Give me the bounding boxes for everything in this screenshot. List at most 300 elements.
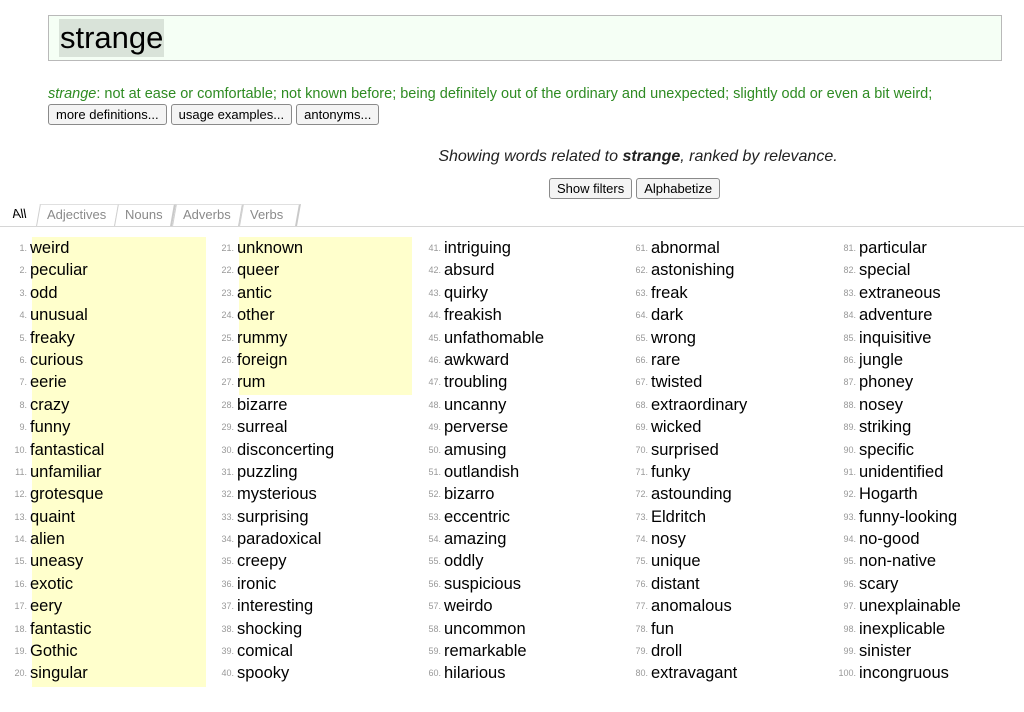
- list-item: [207, 371, 407, 393]
- related-word-link[interactable]: abnormal: [651, 239, 720, 257]
- related-word-link[interactable]: droll: [651, 642, 683, 661]
- list-item: [0, 282, 200, 304]
- word-rank: 62.: [635, 265, 648, 276]
- related-word-link[interactable]: absurd: [444, 261, 495, 280]
- related-word-link[interactable]: unusual: [30, 306, 88, 325]
- results-summary: [0, 148, 1024, 166]
- word-rank: 73.: [635, 511, 648, 522]
- related-word-link[interactable]: creepy: [237, 552, 287, 571]
- related-word-link[interactable]: alien: [30, 530, 65, 549]
- related-word-link[interactable]: nosey: [859, 395, 904, 414]
- related-word-link[interactable]: quaint: [30, 507, 75, 526]
- word-rank: 15.: [14, 556, 27, 567]
- antonyms-button[interactable]: antonyms...: [296, 104, 379, 125]
- list-item: [0, 371, 200, 393]
- related-word-link[interactable]: ironic: [237, 574, 277, 593]
- list-item: [207, 506, 407, 528]
- word-rank: 58.: [428, 623, 441, 634]
- list-item: [621, 483, 821, 505]
- related-word-link[interactable]: crazy: [30, 395, 70, 414]
- list-item: [829, 506, 1024, 528]
- word-rank: 37.: [221, 601, 234, 612]
- word-rank: 10.: [14, 444, 27, 455]
- list-item: [621, 595, 821, 617]
- word-rank: 53.: [428, 511, 441, 522]
- related-word-link[interactable]: puzzling: [237, 462, 298, 481]
- list-item: [621, 640, 821, 662]
- definition-text: [48, 86, 1018, 102]
- word-rank: 81.: [843, 243, 856, 253]
- list-item: [0, 640, 200, 662]
- related-word-link[interactable]: awkward: [444, 350, 510, 369]
- list-item: [829, 640, 1024, 662]
- related-word-link[interactable]: fantastical: [30, 440, 105, 459]
- related-word-link[interactable]: unidentified: [859, 462, 944, 481]
- word-rank: 72.: [635, 489, 648, 500]
- related-word-link[interactable]: surprising: [237, 507, 309, 526]
- related-word-link[interactable]: mysterious: [237, 485, 317, 504]
- list-item: [621, 304, 821, 326]
- related-word-link[interactable]: rummy: [237, 328, 288, 347]
- related-word-link[interactable]: unfamiliar: [30, 462, 102, 481]
- related-word-link[interactable]: funny: [30, 418, 71, 437]
- word-rank: 40.: [221, 668, 234, 679]
- related-word-link[interactable]: spooky: [237, 664, 290, 683]
- list-item: [414, 282, 614, 304]
- list-item: [207, 573, 407, 595]
- list-item: [621, 327, 821, 349]
- word-rank: 49.: [428, 422, 441, 433]
- list-item: [414, 528, 614, 550]
- usage-examples-button[interactable]: usage examples...: [171, 104, 293, 125]
- word-rank: 5.: [19, 332, 27, 343]
- list-item: [414, 371, 614, 393]
- related-word-link[interactable]: incongruous: [859, 664, 949, 683]
- word-rank: 17.: [14, 601, 27, 612]
- list-item: [414, 327, 614, 349]
- related-word-link[interactable]: non-native: [859, 552, 937, 571]
- word-rank: 77.: [635, 601, 648, 612]
- list-item: [207, 259, 407, 281]
- related-word-link[interactable]: amazing: [444, 530, 507, 549]
- results-summary-prefix: Showing words related to: [438, 148, 623, 165]
- word-rank: 1.: [19, 243, 27, 253]
- related-word-link[interactable]: antic: [237, 283, 272, 302]
- related-word-link[interactable]: extravagant: [651, 664, 738, 683]
- tab-adjectives[interactable]: Adjectives: [36, 204, 120, 226]
- word-rank: 74.: [635, 534, 648, 545]
- list-item: [829, 371, 1024, 393]
- list-item: [0, 528, 200, 550]
- tab-adverbs[interactable]: Adverbs: [172, 204, 244, 226]
- list-item: [414, 595, 614, 617]
- word-rank: 94.: [843, 534, 856, 545]
- list-item: [829, 416, 1024, 438]
- word-rank: 76.: [635, 578, 648, 589]
- related-word-link[interactable]: curious: [30, 350, 84, 369]
- related-word-link[interactable]: exotic: [30, 574, 74, 593]
- word-rank: 92.: [843, 489, 856, 500]
- word-column-5: [829, 237, 1024, 685]
- word-rank: 16.: [14, 578, 27, 589]
- word-rank: 33.: [221, 511, 234, 522]
- list-item: [0, 483, 200, 505]
- word-rank: 24.: [221, 310, 234, 321]
- list-item: [414, 640, 614, 662]
- related-word-link[interactable]: oddly: [444, 552, 484, 571]
- related-word-link[interactable]: bizarro: [444, 485, 495, 504]
- list-item: [621, 416, 821, 438]
- list-item: [414, 394, 614, 416]
- related-word-link[interactable]: astonishing: [651, 261, 735, 280]
- more-definitions-button[interactable]: more definitions...: [48, 104, 167, 125]
- word-rank: 50.: [428, 444, 441, 455]
- list-item: [414, 550, 614, 572]
- list-item: [829, 483, 1024, 505]
- related-word-link[interactable]: inexplicable: [859, 619, 946, 638]
- list-item: [0, 506, 200, 528]
- related-word-link[interactable]: fun: [651, 619, 674, 638]
- word-rank: 66.: [635, 354, 648, 365]
- related-word-link[interactable]: odd: [30, 283, 58, 302]
- related-word-link[interactable]: eery: [30, 597, 63, 616]
- list-item: [829, 304, 1024, 326]
- list-item: [621, 550, 821, 572]
- related-word-link[interactable]: surreal: [237, 418, 288, 437]
- list-item: [621, 439, 821, 461]
- word-rank: 13.: [14, 511, 27, 522]
- related-word-link[interactable]: perverse: [444, 418, 509, 437]
- related-word-link[interactable]: rum: [237, 373, 266, 392]
- related-word-link[interactable]: fantastic: [30, 619, 92, 638]
- related-word-link[interactable]: rare: [651, 350, 681, 369]
- related-word-link[interactable]: extraneous: [859, 283, 941, 302]
- word-rank: 32.: [221, 489, 234, 500]
- list-item: [621, 662, 821, 684]
- list-item: [829, 237, 1024, 259]
- related-word-link[interactable]: foreign: [237, 350, 288, 369]
- word-rank: 18.: [14, 623, 27, 634]
- related-word-link[interactable]: particular: [859, 239, 927, 257]
- word-rank: 2.: [19, 265, 27, 276]
- list-item: [0, 595, 200, 617]
- word-column-1: [0, 237, 200, 685]
- list-item: [621, 349, 821, 371]
- related-word-link[interactable]: Gothic: [30, 642, 78, 661]
- list-item: [207, 416, 407, 438]
- word-rank: 67.: [635, 377, 648, 388]
- word-rank: 35.: [221, 556, 234, 567]
- related-word-link[interactable]: anomalous: [651, 597, 732, 616]
- word-rank: 65.: [635, 332, 648, 343]
- list-item: [0, 550, 200, 572]
- word-rank: 93.: [843, 511, 856, 522]
- list-item: [207, 237, 407, 259]
- related-word-link[interactable]: surprised: [651, 440, 719, 459]
- word-rank: 96.: [843, 578, 856, 589]
- related-word-link[interactable]: queer: [237, 261, 280, 280]
- list-item: [829, 439, 1024, 461]
- word-column-4: [621, 237, 821, 685]
- list-item: [207, 461, 407, 483]
- word-results: [0, 237, 1024, 687]
- list-item: [829, 573, 1024, 595]
- tab-all[interactable]: All: [10, 206, 28, 221]
- list-item: [829, 461, 1024, 483]
- list-item: [0, 304, 200, 326]
- related-word-link[interactable]: comical: [237, 642, 293, 661]
- list-item: [207, 394, 407, 416]
- related-word-link[interactable]: remarkable: [444, 642, 527, 661]
- list-item: [207, 282, 407, 304]
- related-word-link[interactable]: other: [237, 306, 275, 325]
- related-word-link[interactable]: scary: [859, 574, 899, 593]
- related-word-link[interactable]: freakish: [444, 306, 502, 325]
- word-rank: 44.: [428, 310, 441, 321]
- word-rank: 3.: [19, 287, 27, 298]
- show-filters-button[interactable]: Show filters: [549, 178, 632, 199]
- related-word-link[interactable]: sinister: [859, 642, 912, 661]
- word-rank: 69.: [635, 422, 648, 433]
- related-word-link[interactable]: funky: [651, 462, 691, 481]
- related-word-link[interactable]: unknown: [237, 239, 304, 257]
- word-rank: 14.: [14, 534, 27, 545]
- related-word-link[interactable]: unique: [651, 552, 701, 571]
- tab-verbs[interactable]: Verbs: [239, 204, 301, 226]
- related-word-link[interactable]: nosy: [651, 530, 686, 549]
- tab-nouns[interactable]: Nouns: [114, 204, 176, 226]
- related-word-link[interactable]: freak: [651, 283, 688, 302]
- word-rank: 25.: [221, 332, 234, 343]
- related-word-link[interactable]: singular: [30, 664, 88, 683]
- word-rank: 98.: [843, 623, 856, 634]
- word-rank: 61.: [635, 243, 648, 253]
- list-item: [0, 573, 200, 595]
- related-word-link[interactable]: phoney: [859, 373, 914, 392]
- word-rank: 100.: [838, 668, 856, 679]
- list-item: [207, 304, 407, 326]
- results-summary-word: strange: [622, 148, 681, 165]
- related-word-link[interactable]: quirky: [444, 283, 489, 302]
- list-item: [0, 327, 200, 349]
- word-rank: 26.: [221, 354, 234, 365]
- related-word-link[interactable]: specific: [859, 440, 915, 459]
- related-word-link[interactable]: disconcerting: [237, 440, 335, 459]
- definition-body: : not at ease or comfortable; not known before; being definitely out of the ordinary and unexpected; slightly odd or even a bit weird;: [96, 86, 933, 102]
- related-word-link[interactable]: suspicious: [444, 574, 522, 593]
- word-column-3: [414, 237, 614, 685]
- related-word-link[interactable]: paradoxical: [237, 530, 322, 549]
- word-rank: 87.: [843, 377, 856, 388]
- list-item: [414, 573, 614, 595]
- related-word-link[interactable]: hilarious: [444, 664, 506, 683]
- word-rank: 89.: [843, 422, 856, 433]
- related-word-link[interactable]: eerie: [30, 373, 67, 392]
- word-rank: 29.: [221, 422, 234, 433]
- word-rank: 34.: [221, 534, 234, 545]
- related-word-link[interactable]: amusing: [444, 440, 507, 459]
- word-rank: 23.: [221, 287, 234, 298]
- word-rank: 46.: [428, 354, 441, 365]
- list-item: [207, 595, 407, 617]
- list-item: [414, 304, 614, 326]
- word-rank: 28.: [221, 399, 234, 410]
- list-item: [829, 394, 1024, 416]
- related-word-link[interactable]: weirdo: [444, 597, 493, 616]
- list-item: [0, 259, 200, 281]
- list-item: [0, 394, 200, 416]
- word-rank: 91.: [843, 466, 856, 477]
- related-word-link[interactable]: uneasy: [30, 552, 84, 571]
- word-rank: 22.: [221, 265, 234, 276]
- word-rank: 70.: [635, 444, 648, 455]
- word-rank: 97.: [843, 601, 856, 612]
- list-item: [0, 662, 200, 684]
- related-word-link[interactable]: peculiar: [30, 261, 88, 280]
- related-word-link[interactable]: wrong: [651, 328, 696, 347]
- alphabetize-button[interactable]: Alphabetize: [636, 178, 720, 199]
- word-rank: 36.: [221, 578, 234, 589]
- related-word-link[interactable]: intriguing: [444, 239, 511, 257]
- related-word-link[interactable]: distant: [651, 574, 700, 593]
- related-word-link[interactable]: extraordinary: [651, 395, 748, 414]
- list-item: [414, 662, 614, 684]
- list-item: [207, 327, 407, 349]
- list-item: [207, 640, 407, 662]
- related-word-link[interactable]: outlandish: [444, 462, 520, 481]
- word-rank: 88.: [843, 399, 856, 410]
- related-word-link[interactable]: shocking: [237, 619, 303, 638]
- search-query-text: strange: [60, 20, 164, 55]
- word-rank: 43.: [428, 287, 441, 298]
- word-rank: 83.: [843, 287, 856, 298]
- word-column-2: [207, 237, 407, 685]
- word-rank: 78.: [635, 623, 648, 634]
- list-item: [621, 371, 821, 393]
- word-rank: 55.: [428, 556, 441, 567]
- related-word-link[interactable]: bizarre: [237, 395, 288, 414]
- list-item: [207, 439, 407, 461]
- word-rank: 38.: [221, 623, 234, 634]
- word-rank: 68.: [635, 399, 648, 410]
- word-rank: 82.: [843, 265, 856, 276]
- list-item: [829, 259, 1024, 281]
- word-rank: 54.: [428, 534, 441, 545]
- related-word-link[interactable]: uncommon: [444, 619, 526, 638]
- related-word-link[interactable]: funny-looking: [859, 507, 958, 526]
- related-word-link[interactable]: uncanny: [444, 395, 507, 414]
- word-rank: 75.: [635, 556, 648, 567]
- related-word-link[interactable]: astounding: [651, 485, 732, 504]
- related-word-link[interactable]: wicked: [651, 418, 702, 437]
- word-rank: 21.: [221, 243, 234, 253]
- word-rank: 11.: [15, 466, 27, 477]
- related-word-link[interactable]: eccentric: [444, 507, 511, 526]
- word-rank: 9.: [19, 422, 27, 433]
- list-item: [829, 662, 1024, 684]
- word-rank: 80.: [635, 668, 648, 679]
- word-rank: 57.: [428, 601, 441, 612]
- word-rank: 12.: [14, 489, 27, 500]
- related-word-link[interactable]: grotesque: [30, 485, 104, 504]
- results-summary-suffix: , ranked by relevance.: [680, 148, 838, 165]
- list-item: [621, 573, 821, 595]
- related-word-link[interactable]: weird: [30, 239, 70, 257]
- related-word-link[interactable]: freaky: [30, 328, 75, 347]
- word-rank: 30.: [221, 444, 234, 455]
- list-item: [0, 416, 200, 438]
- related-word-link[interactable]: special: [859, 261, 911, 280]
- word-rank: 86.: [843, 354, 856, 365]
- related-word-link[interactable]: troubling: [444, 373, 508, 392]
- list-item: [621, 259, 821, 281]
- list-item: [207, 618, 407, 640]
- list-item: [207, 550, 407, 572]
- related-word-link[interactable]: Eldritch: [651, 507, 707, 526]
- word-rank: 71.: [635, 466, 648, 477]
- word-rank: 39.: [221, 646, 234, 657]
- word-rank: 56.: [428, 578, 441, 589]
- related-word-link[interactable]: interesting: [237, 597, 314, 616]
- related-word-link[interactable]: dark: [651, 306, 684, 325]
- list-item: [829, 618, 1024, 640]
- related-word-link[interactable]: adventure: [859, 306, 933, 325]
- word-rank: 42.: [428, 265, 441, 276]
- list-item: [621, 394, 821, 416]
- list-item: [414, 259, 614, 281]
- list-item: [414, 416, 614, 438]
- list-item: [829, 528, 1024, 550]
- result-controls: [549, 178, 720, 199]
- word-rank: 60.: [428, 668, 441, 679]
- related-word-link[interactable]: striking: [859, 418, 912, 437]
- word-rank: 64.: [635, 310, 648, 321]
- word-rank: 8.: [19, 399, 27, 410]
- list-item: [414, 237, 614, 259]
- list-item: [0, 237, 200, 259]
- related-word-link[interactable]: twisted: [651, 373, 703, 392]
- word-rank: 20.: [14, 668, 27, 679]
- search-input[interactable]: [48, 15, 1002, 61]
- list-item: [414, 506, 614, 528]
- related-word-link[interactable]: no-good: [859, 530, 920, 549]
- list-item: [0, 349, 200, 371]
- definition-buttons: [48, 104, 379, 125]
- word-rank: 59.: [428, 646, 441, 657]
- related-word-link[interactable]: inquisitive: [859, 328, 932, 347]
- word-rank: 45.: [428, 332, 441, 343]
- word-rank: 63.: [635, 287, 648, 298]
- list-item: [207, 483, 407, 505]
- list-item: [414, 349, 614, 371]
- word-rank: 7.: [19, 377, 27, 388]
- word-rank: 41.: [428, 243, 441, 253]
- list-item: [621, 237, 821, 259]
- word-rank: 4.: [19, 310, 27, 321]
- word-rank: 27.: [221, 377, 234, 388]
- list-item: [414, 461, 614, 483]
- related-word-link[interactable]: Hogarth: [859, 485, 918, 504]
- list-item: [414, 618, 614, 640]
- list-item: [207, 349, 407, 371]
- word-rank: 85.: [843, 332, 856, 343]
- related-word-link[interactable]: unexplainable: [859, 597, 961, 616]
- list-item: [0, 618, 200, 640]
- list-item: [207, 662, 407, 684]
- related-word-link[interactable]: unfathomable: [444, 328, 544, 347]
- related-word-link[interactable]: jungle: [859, 350, 904, 369]
- list-item: [0, 461, 200, 483]
